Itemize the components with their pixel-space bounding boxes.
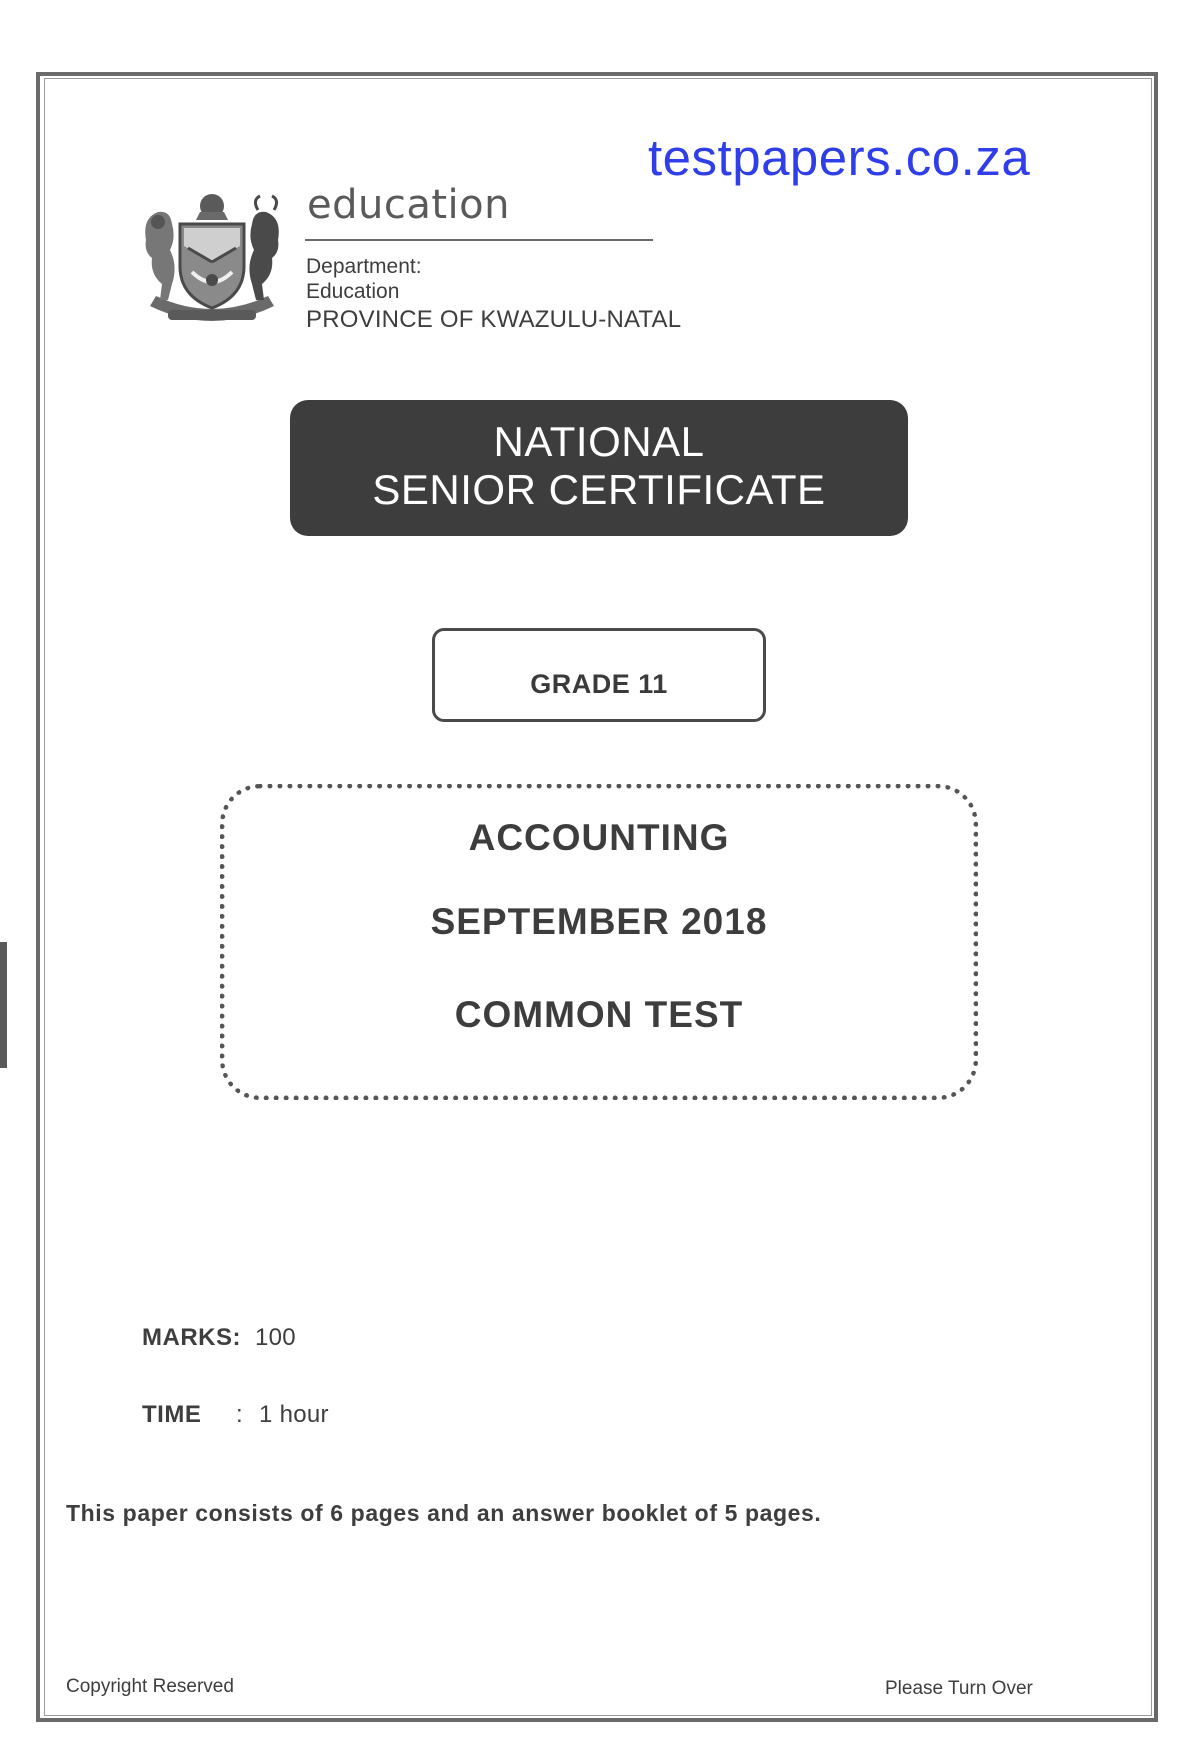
exam-type: COMMON TEST bbox=[454, 994, 744, 1035]
coat-of-arms-icon bbox=[132, 188, 292, 338]
certificate-title-line-1: NATIONAL bbox=[493, 418, 705, 465]
grade-label: GRADE 11 bbox=[530, 669, 668, 699]
scan-edge-mark bbox=[0, 942, 7, 1068]
marks-label: MARKS: bbox=[142, 1324, 241, 1351]
province-name: PROVINCE OF KWAZULU-NATAL bbox=[306, 306, 682, 333]
time-separator: : bbox=[236, 1401, 243, 1428]
department-label: Department: bbox=[306, 255, 422, 278]
marks-value: 100 bbox=[255, 1324, 296, 1351]
copyright-footer: Copyright Reserved bbox=[66, 1676, 234, 1697]
grade-box bbox=[432, 628, 766, 722]
exam-details-box bbox=[220, 784, 978, 1100]
certificate-title-line-2: SENIOR CERTIFICATE bbox=[372, 466, 826, 513]
time-label: TIME bbox=[142, 1401, 202, 1428]
watermark-link[interactable]: testpapers.co.za bbox=[648, 129, 1031, 186]
department-name: Education bbox=[306, 280, 400, 303]
exam-session: SEPTEMBER 2018 bbox=[430, 901, 768, 942]
time-value: 1 hour bbox=[259, 1401, 329, 1428]
pages-note: This paper consists of 6 pages and an answer booklet of 5 pages. bbox=[66, 1500, 822, 1526]
exam-subject: ACCOUNTING bbox=[468, 817, 730, 858]
certificate-banner bbox=[290, 400, 908, 536]
turn-over-footer: Please Turn Over bbox=[885, 1678, 1033, 1699]
header-divider bbox=[305, 239, 653, 241]
org-name: education bbox=[307, 182, 510, 228]
